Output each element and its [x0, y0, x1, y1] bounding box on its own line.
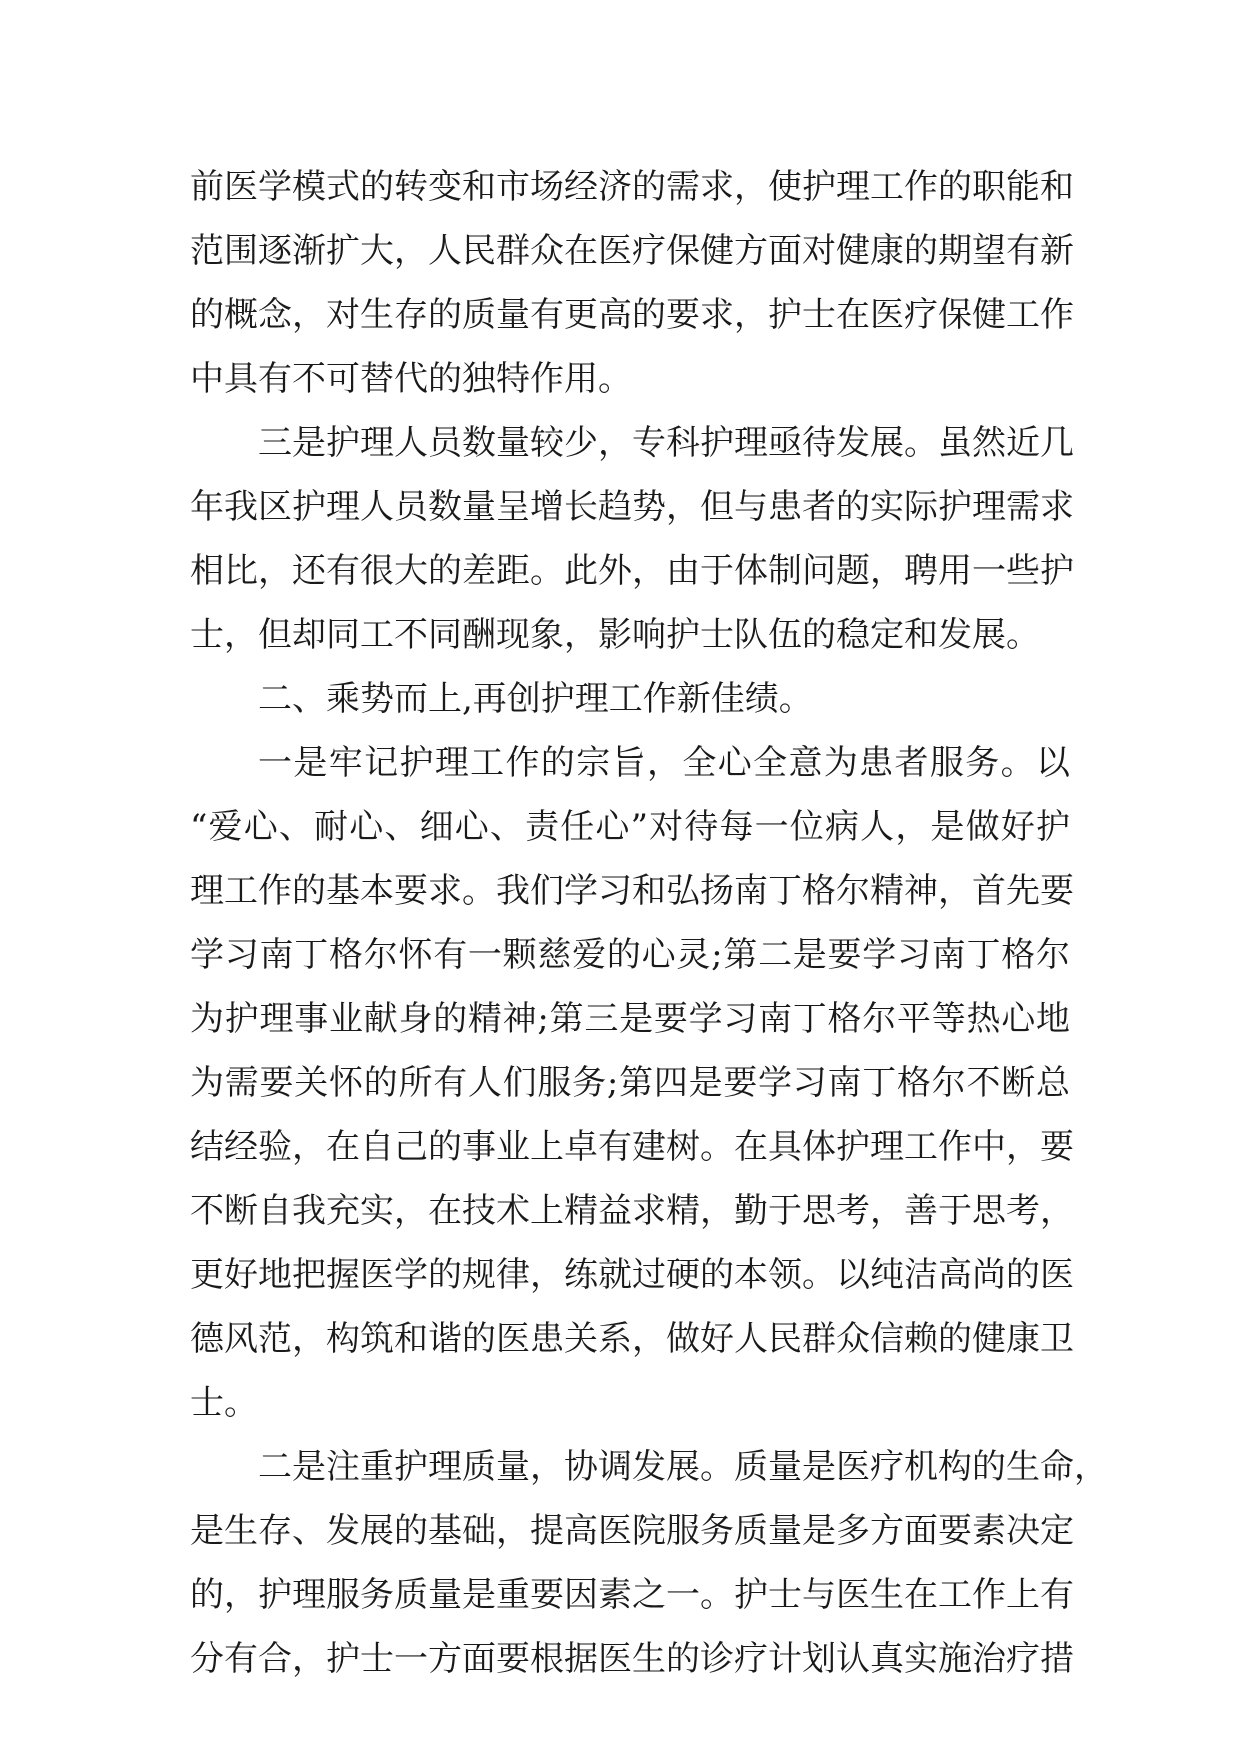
text-line: 分有合，护士一方面要根据医生的诊疗计划认真实施治疗措	[190, 1639, 1074, 1679]
text-line: 德风范，构筑和谐的医患关系，做好人民群众信赖的健康卫	[190, 1319, 1074, 1359]
text-line: 为护理事业献身的精神;第三是要学习南丁格尔平等热心地	[190, 999, 1071, 1039]
text-line: 一是牢记护理工作的宗旨，全心全意为患者服务。以	[258, 743, 1070, 783]
text-line: 结经验，在自己的事业上卓有建树。在具体护理工作中，要	[190, 1127, 1074, 1167]
text-line: 中具有不可替代的独特作用。	[190, 359, 632, 399]
text-line: 更好地把握医学的规律，练就过硬的本领。以纯洁高尚的医	[190, 1255, 1074, 1295]
text-line: 前医学模式的转变和市场经济的需求，使护理工作的职能和	[190, 167, 1074, 207]
text-line: 理工作的基本要求。我们学习和弘扬南丁格尔精神，首先要	[190, 871, 1074, 911]
text-line: 士。	[190, 1383, 258, 1423]
text-line: 的，护理服务质量是重要因素之一。护士与医生在工作上有	[190, 1575, 1074, 1615]
text-line: 的概念，对生存的质量有更高的要求，护士在医疗保健工作	[190, 295, 1074, 335]
text-line: 二、乘势而上,再创护理工作新佳绩。	[258, 679, 813, 719]
text-line: 范围逐渐扩大，人民群众在医疗保健方面对健康的期望有新	[190, 231, 1074, 271]
text-line: 不断自我充实，在技术上精益求精，勤于思考，善于思考，	[190, 1191, 1074, 1231]
text-line: “爱心、耐心、细心、责任心”对待每一位病人，是做好护	[190, 807, 1070, 847]
text-line: 士，但却同工不同酬现象，影响护士队伍的稳定和发展。	[190, 615, 1040, 655]
text-line: 二是注重护理质量，协调发展。质量是医疗机构的生命，	[258, 1447, 1108, 1487]
text-line: 为需要关怀的所有人们服务;第四是要学习南丁格尔不断总	[190, 1063, 1070, 1103]
document-body	[190, 155, 1108, 1691]
text-line: 学习南丁格尔怀有一颗慈爱的心灵;第二是要学习南丁格尔	[190, 935, 1070, 975]
text-line: 相比，还有很大的差距。此外，由于体制问题，聘用一些护	[190, 551, 1074, 591]
text-line: 三是护理人员数量较少，专科护理亟待发展。虽然近几	[258, 423, 1074, 463]
text-line: 年我区护理人员数量呈增长趋势，但与患者的实际护理需求	[190, 487, 1074, 527]
text-line: 是生存、发展的基础，提高医院服务质量是多方面要素决定	[190, 1511, 1074, 1551]
